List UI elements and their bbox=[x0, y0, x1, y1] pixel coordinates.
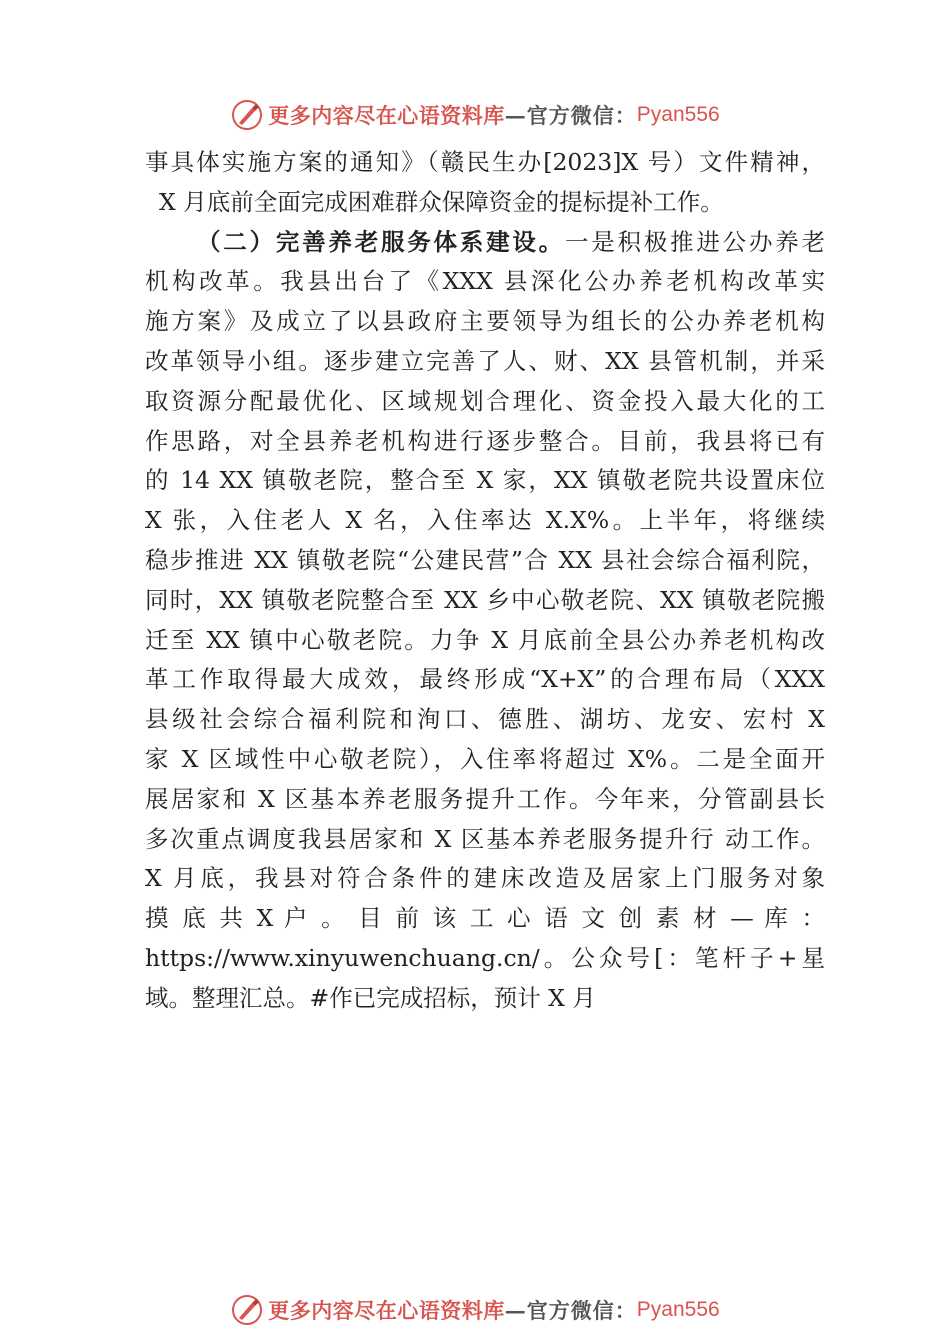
footer-watermark-banner bbox=[0, 1290, 950, 1330]
text-line: X 张，入住老人 X 名，入住率达 X.X%。上半年，将继续 bbox=[145, 506, 825, 535]
banner-slogan: 更多内容尽在心语资料库 bbox=[268, 1298, 505, 1323]
text-line: 同时，XX 镇敬老院整合至 XX 乡中心敬老院、XX 镇敬老院搬 bbox=[145, 585, 825, 614]
text-line: https://www.xinyuwenchuang.cn/。公众号[：笔杆子+星 bbox=[145, 943, 825, 972]
text-line: 家 X 区域性中心敬老院），入住率将超过 X%。二是全面开 bbox=[145, 744, 825, 773]
text-line: 多次重点调度我县居家和 X 区基本养老服务提升行 动工作。 bbox=[145, 824, 825, 853]
document-body bbox=[145, 143, 825, 1019]
text-line: 的 14 XX 镇敬老院，整合至 X 家，XX 镇敬老院共设置床位 bbox=[145, 466, 825, 495]
text-line: 机构改革。我县出台了《XXX 县深化公办养老机构改革实 bbox=[145, 267, 825, 296]
text-line: 迁至 XX 镇中心敬老院。力争 X 月底前全县公办养老机构改 bbox=[145, 625, 825, 654]
text-line: 展居家和 X 区基本养老服务提升工作。今年来，分管副县长 bbox=[145, 784, 825, 813]
text-line: 域。整理汇总。#作已完成招标，预计 X 月 bbox=[145, 983, 596, 1012]
text-line: 革工作取得最大成效，最终形成“X+X”的合理布局（XXX bbox=[145, 665, 825, 694]
section-heading: （二）完善养老服务体系建设。 bbox=[197, 227, 565, 256]
section-lead: 一是积极推进公办养老 bbox=[564, 227, 826, 256]
section-heading-line bbox=[145, 223, 825, 263]
text-line: 作思路，对全县养老机构进行逐步整合。目前，我县将已有 bbox=[145, 426, 825, 455]
banner-slogan: 更多内容尽在心语资料库 bbox=[268, 103, 505, 128]
text-line: 稳步推进 XX 镇敬老院“公建民营”合 XX 县社会综合福利院， bbox=[145, 545, 825, 574]
text-line: 摸 底 共 X 户 。 目 前 该 工 心 语 文 创 素 材 — 库 ： bbox=[145, 904, 825, 933]
header-watermark-banner bbox=[0, 95, 950, 135]
banner-wechat-id: Pyan556 bbox=[636, 1298, 720, 1321]
banner-wechat-id: Pyan556 bbox=[636, 103, 720, 126]
banner-official-label: —官方微信： bbox=[504, 1298, 637, 1323]
text-line: 改革领导小组。逐步建立完善了人、财、XX 县管机制，并采 bbox=[145, 346, 825, 375]
pen-logo-icon bbox=[230, 1293, 264, 1327]
text-line: 事具体实施方案的通知》（赣民生办[2023]X 号）文件精神， bbox=[145, 148, 825, 176]
pen-logo-icon bbox=[230, 98, 264, 132]
text-line: 取资源分配最优化、区域规划合理化、资金投入最大化的工 bbox=[145, 386, 825, 415]
text-line: 施方案》及成立了以县政府主要领导为组长的公办养老机构 bbox=[145, 307, 825, 336]
banner-official-label: —官方微信： bbox=[504, 103, 637, 128]
text-line: 县级社会综合福利院和洵口、德胜、湖坊、龙安、宏村 X bbox=[145, 705, 825, 734]
text-line: X 月底前全面完成困难群众保障资金的提标提补工作。 bbox=[159, 187, 724, 216]
text-line: X 月底，我县对符合条件的建床改造及居家上门服务对象 bbox=[145, 864, 825, 893]
